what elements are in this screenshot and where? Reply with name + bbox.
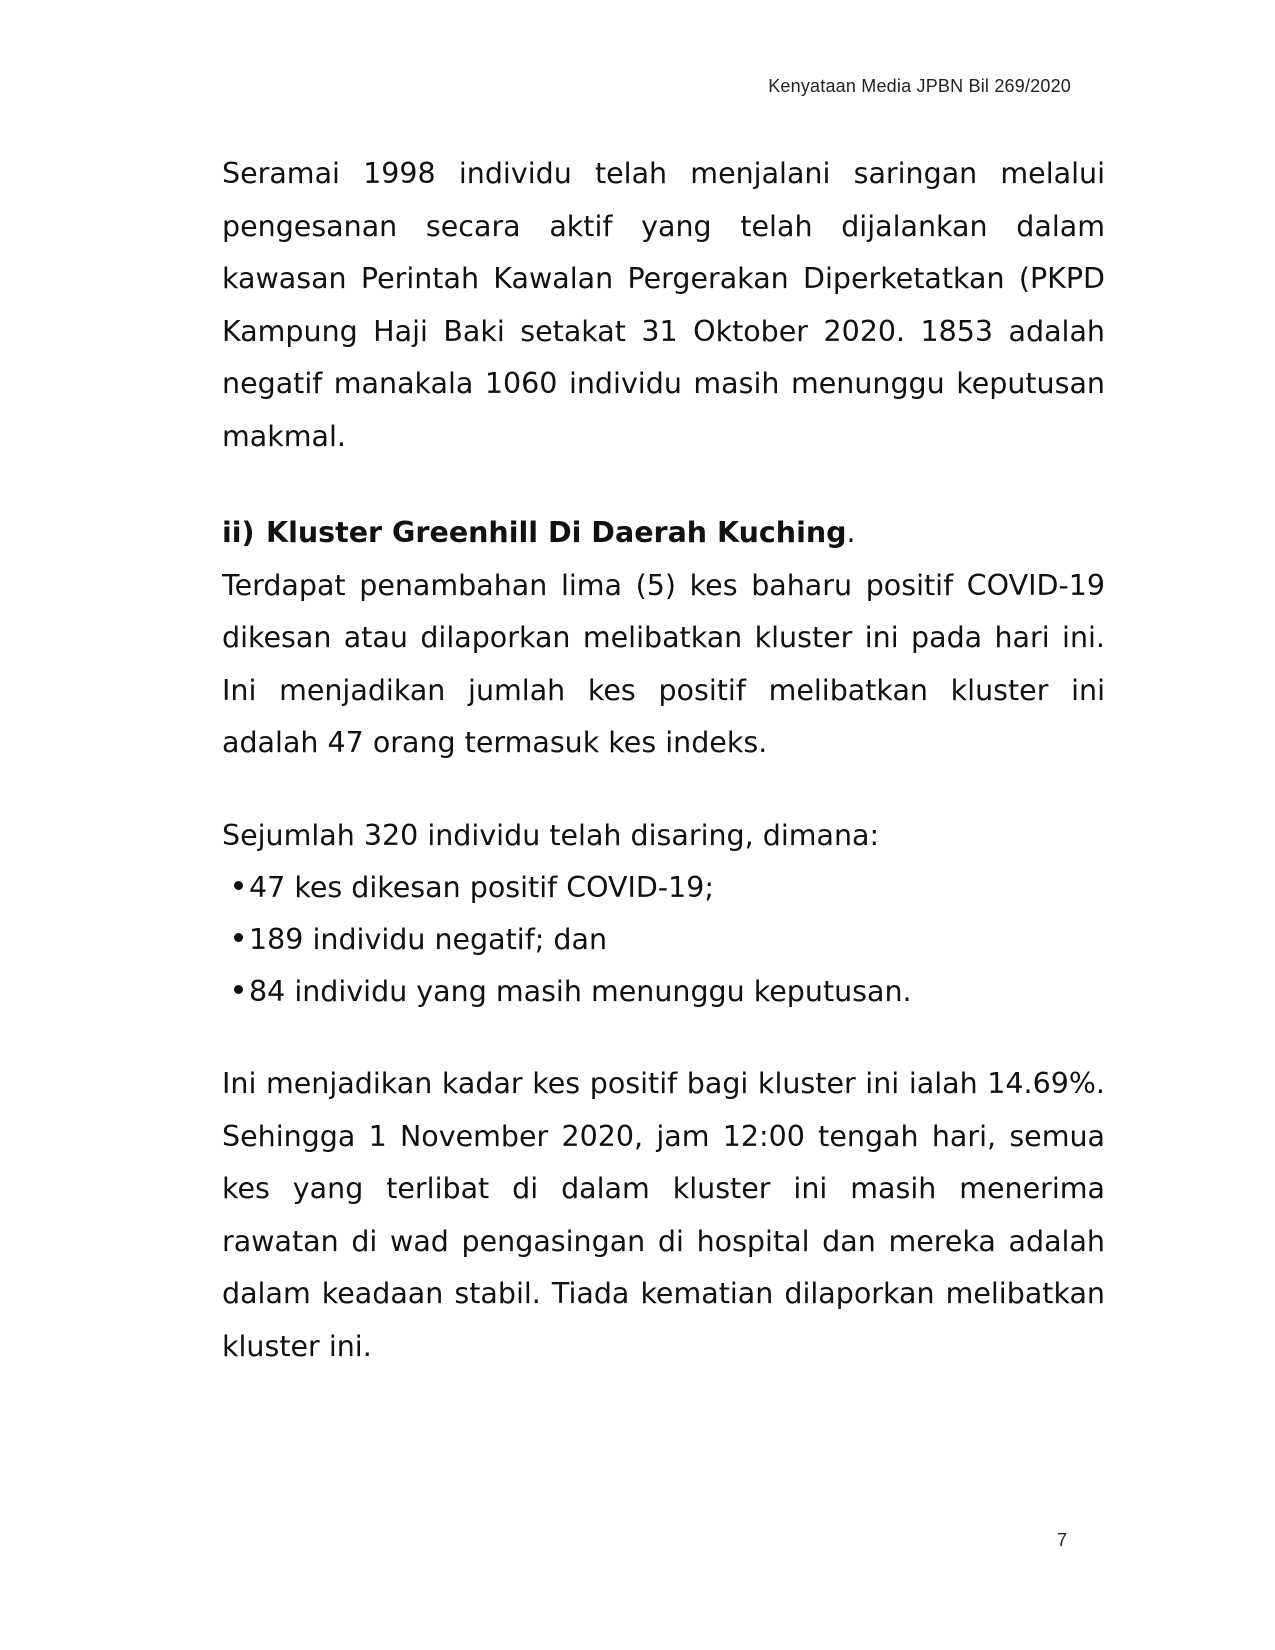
section-title: Kluster Greenhill Di Daerah Kuching bbox=[266, 516, 847, 549]
screening-intro: Sejumlah 320 individu telah disaring, dimana: bbox=[222, 818, 880, 852]
document-reference: Kenyataan Media JPBN Bil 269/2020 bbox=[768, 76, 1071, 96]
page-number: 7 bbox=[1056, 1530, 1067, 1550]
list-item-text: 189 individu negatif; dan bbox=[249, 923, 608, 956]
list-item-text: 84 individu yang masih menunggu keputusan. bbox=[249, 975, 912, 1008]
paragraph-pkpd-screening: Seramai 1998 individu telah menjalani saringan melalui pengesanan secara aktif yang telah dijalankan dalam kawasan Perintah Kawalan Pergerakan Diperketatkan (PKPD Kampung Haji Baki setakat 31 Oktober 2020. 1853 adalah negatif manakala 1060 individu masih menunggu keputusan makmal. bbox=[222, 157, 1105, 453]
list-item bbox=[222, 914, 1105, 966]
bullet-icon bbox=[234, 933, 243, 942]
bullet-icon bbox=[234, 881, 243, 890]
bullet-icon bbox=[234, 985, 243, 994]
spacer bbox=[222, 463, 1105, 507]
paragraph-cluster-status: Ini menjadikan kadar kes positif bagi kluster ini ialah 14.69%. Sehingga 1 November 2020, jam 12:00 tengah hari, semua kes yang terlibat di dalam kluster ini masih menerima rawatan di wad pengasingan di hospital dan mereka adalah dalam keadaan stabil. Tiada kematian dilaporkan melibatkan kluster ini. bbox=[222, 1067, 1105, 1363]
list-item-text: 47 kes dikesan positif COVID-19; bbox=[249, 871, 715, 904]
list-item bbox=[222, 862, 1105, 914]
section-title-suffix: . bbox=[846, 516, 856, 549]
spacer bbox=[222, 1018, 1105, 1058]
screening-list bbox=[222, 862, 1105, 1018]
section-number: ii) bbox=[222, 516, 255, 549]
section-heading bbox=[222, 507, 1105, 560]
document-body bbox=[222, 148, 1105, 1373]
spacer bbox=[222, 770, 1105, 810]
paragraph-new-cases: Terdapat penambahan lima (5) kes baharu positif COVID-19 dikesan atau dilaporkan melibatkan kluster ini pada hari ini. Ini menjadikan jumlah kes positif melibatkan kluster ini adalah 47 orang termasuk kes indeks. bbox=[222, 568, 1105, 759]
list-item bbox=[222, 966, 1105, 1018]
